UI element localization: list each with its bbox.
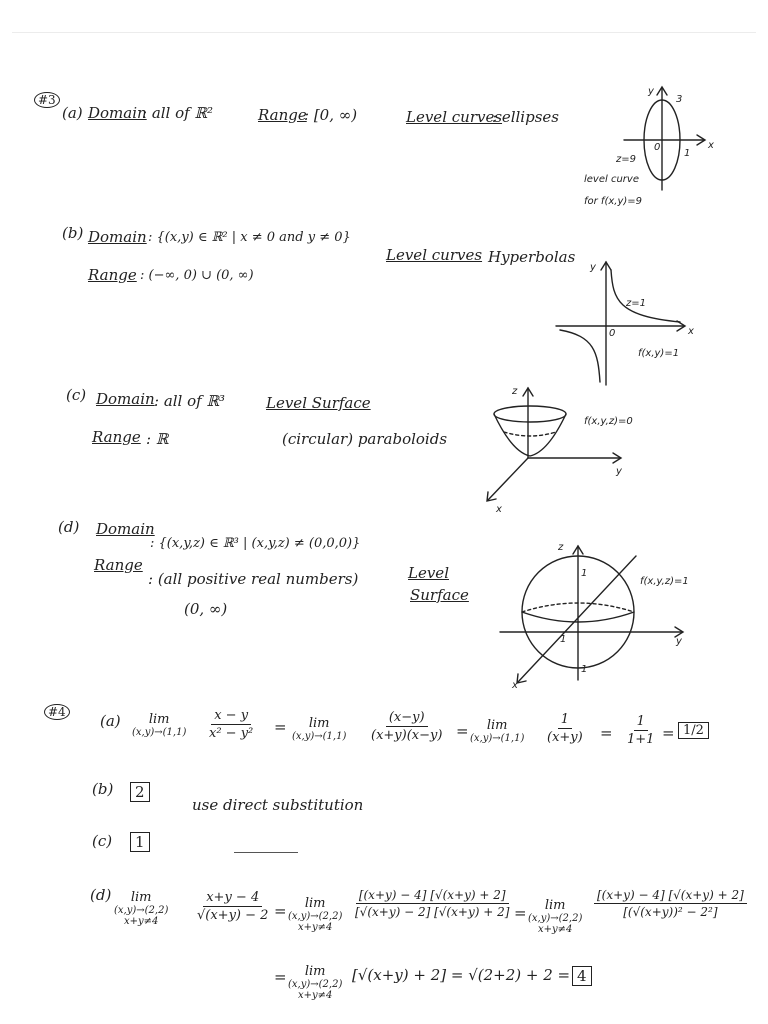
fig-3c-rim	[494, 406, 566, 422]
part-4d-eq-2: =	[514, 904, 527, 922]
fig-3d-one-side: 1	[560, 634, 567, 645]
part-3a-level-label: Level curves	[406, 108, 503, 126]
part-3d-label: (d)	[58, 518, 80, 536]
fig-3a-three-label: 3	[676, 94, 683, 105]
part-4a-eq-1: =	[274, 718, 287, 736]
part-4a-f2-den: (x+y)(x−y)	[371, 728, 443, 743]
part-4a-eq-3: =	[600, 724, 613, 742]
part-4a-f1-num: x − y	[211, 708, 251, 725]
part-4a-fraction-4	[624, 714, 657, 747]
part-4c-answer: 1	[130, 832, 150, 852]
part-4c-scribble	[234, 852, 298, 853]
fig-3d-one-bottom: 1	[581, 664, 588, 675]
part-3a-label: (a)	[62, 104, 83, 122]
fig-3a-x-label: x	[708, 140, 714, 151]
part-3c-level-label: Level Surface	[266, 394, 371, 412]
fig-3d-x-label: x	[512, 680, 518, 691]
part-3d-level-label-2: Surface	[410, 586, 469, 604]
part-4a-limit-1	[132, 712, 186, 738]
fig-3d-caption: f(x,y,z)=1	[640, 576, 689, 587]
part-4a-f2-num: (x−y)	[386, 710, 428, 727]
part-3c-level: (circular) paraboloids	[282, 430, 448, 448]
part-4a-answer: 1/2	[678, 722, 709, 739]
fig-3a-z-label: z=9	[616, 154, 636, 165]
fig-3a-origin-label: 0	[654, 142, 661, 153]
part-3c-range-label: Range	[92, 428, 141, 446]
problem-3-number: #3	[34, 92, 60, 108]
fig-3b-y-label: y	[590, 262, 596, 273]
part-3d-range-label: Range	[94, 556, 143, 574]
fig-3c-x-label: x	[496, 504, 502, 515]
part-4d-limit-4	[288, 964, 342, 1001]
part-4d-fraction-2	[352, 888, 512, 919]
part-4a-lim-1: lim	[148, 712, 170, 727]
part-4a-limit-3	[470, 718, 524, 744]
part-4a-eq-2: =	[456, 722, 469, 740]
fig-3c-y-label: y	[616, 466, 622, 477]
part-3b-domain: : {(x,y) ∈ ℝ² | x ≠ 0 and y ≠ 0}	[148, 230, 351, 245]
part-4a-lim-sub-1: (x,y)→(1,1)	[132, 727, 187, 738]
part-4d-lim-3-sub1: (x,y)→(2,2)	[528, 913, 583, 924]
fig-3b-z-label: z=1	[626, 298, 646, 309]
fig-3b-hyperbola-graph	[556, 262, 685, 385]
part-4d-lim-3: lim	[544, 898, 566, 913]
part-3b-level-label: Level curves	[386, 246, 483, 264]
part-4d-line-2: [√(x+y) + 2] = √(2+2) + 2 =	[352, 966, 571, 984]
problem-4-number: #4	[44, 704, 70, 720]
part-4a-eq-4: =	[662, 724, 675, 742]
part-3b-label: (b)	[62, 224, 84, 242]
part-4a-f1-den: x² − y²	[209, 726, 254, 741]
part-4d-lim-4-sub2: x+y≠4	[297, 990, 333, 1001]
part-4d-limit-1	[114, 890, 168, 927]
part-3a-level: : ellipses	[492, 108, 559, 126]
fig-3d-one-top: 1	[581, 568, 588, 579]
part-4a-fraction-3	[544, 712, 586, 745]
part-4b-answer: 2	[130, 782, 150, 802]
part-4d-limit-2	[288, 896, 342, 933]
part-4d-f1-den: √(x+y) − 2	[197, 908, 269, 923]
part-4b-note: use direct substitution	[192, 796, 364, 814]
part-4d-lim-2-sub1: (x,y)→(2,2)	[288, 911, 343, 922]
part-4d-fraction-1	[194, 890, 271, 923]
fig-3c-paraboloid-graph	[487, 388, 621, 501]
fig-3b-x-label: x	[688, 326, 694, 337]
fig-3c-inner-level	[504, 432, 556, 436]
fig-3a-caption-1: level curve	[584, 174, 639, 185]
part-3b-range-label: Range	[88, 266, 137, 284]
part-4d-f3-den: [(√(x+y))² − 2²]	[623, 905, 718, 919]
fig-3d-y-label: y	[676, 636, 682, 647]
part-4a-lim-2: lim	[308, 716, 330, 731]
part-3a-range-label: Range	[258, 106, 307, 124]
part-4d-lim-2: lim	[304, 896, 326, 911]
part-4a-f4-den: 1+1	[627, 732, 655, 747]
part-4a-f3-den: (x+y)	[547, 730, 583, 745]
part-4a-limit-2	[292, 716, 346, 742]
part-4a-label: (a)	[100, 712, 121, 730]
part-3b-level: Hyperbolas	[488, 248, 576, 266]
part-4d-label: (d)	[90, 886, 112, 904]
part-3d-domain-label: Domain	[96, 520, 155, 538]
fig-3c-caption: f(x,y,z)=0	[584, 416, 633, 427]
fig-3c-z-label: z	[512, 386, 518, 397]
fig-3d-z-label: z	[558, 542, 564, 553]
part-3d-range-interval: (0, ∞)	[184, 600, 228, 618]
fig-3b-branch-right	[611, 270, 680, 322]
fig-3a-y-label: y	[648, 86, 654, 97]
part-4d-eq-1: =	[274, 902, 287, 920]
part-3a-range: : [0, ∞)	[304, 106, 358, 124]
part-4d-limit-3	[528, 898, 582, 935]
part-4a-fraction-1	[206, 708, 256, 741]
part-4d-lim-4: lim	[304, 964, 326, 979]
fig-3a-caption-2: for f(x,y)=9	[584, 196, 643, 207]
fig-3b-caption: f(x,y)=1	[638, 348, 680, 359]
fig-3b-origin-label: 0	[609, 328, 616, 339]
part-3c-domain: : all of ℝ³	[154, 392, 225, 410]
part-3c-range: : ℝ	[146, 430, 169, 448]
part-4d-f3-num: [(x+y) − 4] [√(x+y) + 2]	[594, 888, 747, 904]
part-4a-f4-num: 1	[634, 714, 648, 731]
part-4d-lim-1-sub2: x+y≠4	[123, 916, 159, 927]
part-4d-f1-num: x+y − 4	[203, 890, 262, 907]
part-4a-fraction-2	[368, 710, 445, 743]
part-4d-lim-4-sub1: (x,y)→(2,2)	[288, 979, 343, 990]
part-4d-f2-num: [(x+y) − 4] [√(x+y) + 2]	[356, 888, 509, 904]
fig-3b-branch-left	[560, 330, 600, 382]
fig-3a-one-label: 1	[684, 148, 691, 159]
part-3d-domain: : {(x,y,z) ∈ ℝ³ | (x,y,z) ≠ (0,0,0)}	[150, 536, 361, 551]
part-3d-level-label-1: Level	[408, 564, 449, 582]
part-4a-lim-sub-3: (x,y)→(1,1)	[470, 733, 525, 744]
fig-3d-sphere-graph	[500, 546, 683, 683]
part-3d-range: : (all positive real numbers)	[148, 570, 359, 588]
part-4b-label: (b)	[92, 780, 114, 798]
part-3b-range: : (−∞, 0) ∪ (0, ∞)	[140, 268, 254, 283]
part-4d-lim-2-sub2: x+y≠4	[297, 922, 333, 933]
part-4d-f2-den: [√(x+y) − 2] [√(x+y) + 2]	[355, 905, 510, 919]
part-4a-lim-3: lim	[486, 718, 508, 733]
part-4a-f3-num: 1	[558, 712, 572, 729]
part-4d-fraction-3	[594, 888, 747, 919]
part-4c-label: (c)	[92, 832, 113, 850]
part-3a-domain: : all of ℝ²	[142, 104, 213, 122]
part-3c-label: (c)	[66, 386, 87, 404]
fig-3c-x-axis	[488, 458, 528, 500]
part-4a-lim-sub-2: (x,y)→(1,1)	[292, 731, 347, 742]
part-3a-domain-label: Domain	[88, 104, 147, 122]
part-4d-eq-3: =	[274, 968, 287, 986]
part-3b-domain-label: Domain	[88, 228, 147, 246]
part-4d-lim-1: lim	[130, 890, 152, 905]
part-4d-answer: 4	[572, 966, 592, 986]
part-4d-lim-3-sub2: x+y≠4	[537, 924, 573, 935]
part-3c-domain-label: Domain	[96, 390, 155, 408]
part-4d-lim-1-sub1: (x,y)→(2,2)	[114, 905, 169, 916]
